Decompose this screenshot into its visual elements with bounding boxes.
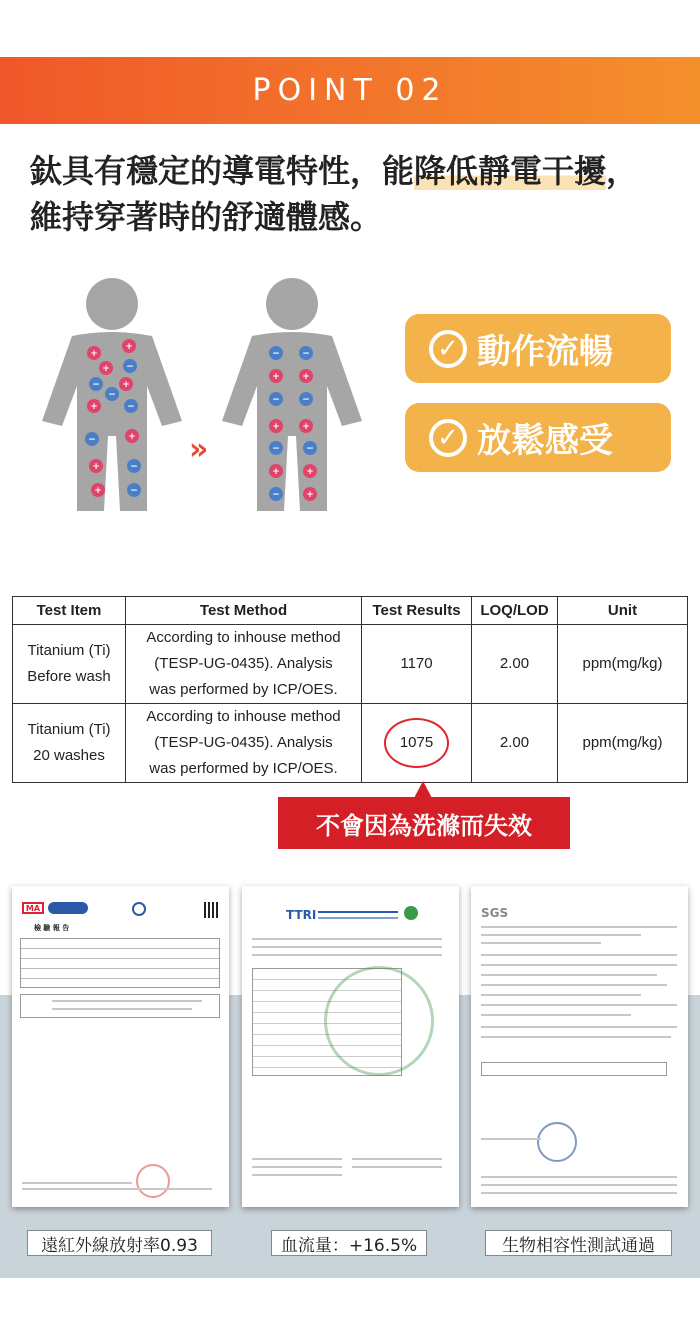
headline	[30, 148, 690, 240]
point-label: POINT 02	[252, 73, 448, 108]
badge-label: 動作流暢	[477, 332, 613, 372]
point-banner	[0, 57, 700, 124]
col-unit: Unit	[558, 597, 688, 625]
col-loq-lod: LOQ/LOD	[472, 597, 558, 625]
caption-blood-flow: 血流量：+16.5%	[271, 1230, 427, 1256]
body-figure-before	[42, 276, 182, 516]
ttri-logo: TTRI	[286, 908, 317, 922]
headline-highlight: 降低靜電干擾	[414, 152, 607, 190]
test-item-cell	[13, 704, 126, 783]
col-test-method: Test Method	[126, 597, 362, 625]
svg-text:−: −	[88, 435, 96, 445]
svg-text:−: −	[130, 462, 138, 472]
doc-table	[20, 938, 220, 988]
method-line: was performed by ICP/OES.	[149, 681, 338, 698]
item-condition: 20 washes	[33, 747, 105, 764]
certificate-far-infrared	[12, 886, 229, 1207]
method-line: (TESP-UG-0435). Analysis	[154, 734, 333, 751]
sgs-logo: SGS	[481, 906, 509, 920]
table-row	[13, 704, 688, 783]
item-name: Titanium (Ti)	[27, 721, 111, 738]
svg-text:−: −	[272, 395, 280, 405]
svg-text:−: −	[272, 349, 280, 359]
green-logo	[404, 906, 418, 920]
caption-biocompatibility: 生物相容性測試通過	[485, 1230, 672, 1256]
doc-title: 檢 驗 報 告	[34, 924, 70, 932]
unit-cell: ppm(mg/kg)	[558, 704, 688, 783]
table-header-row	[13, 597, 688, 625]
test-method-cell	[126, 625, 362, 704]
svg-text:+: +	[90, 402, 98, 412]
svg-text:+: +	[92, 462, 100, 472]
svg-text:+: +	[306, 467, 314, 477]
sgs-stamp	[537, 1122, 577, 1162]
svg-text:+: +	[272, 422, 280, 432]
result-cell: 1170	[362, 625, 472, 704]
ma-logo: MA	[22, 902, 44, 914]
headline-part2: ，	[606, 152, 639, 190]
loq-cell: 2.00	[472, 704, 558, 783]
highlighted-result: 1075	[384, 718, 449, 768]
badge-smooth-motion	[405, 314, 671, 383]
svg-text:+: +	[272, 372, 280, 382]
col-test-item: Test Item	[13, 597, 126, 625]
official-stamp	[136, 1164, 170, 1198]
method-line: was performed by ICP/OES.	[149, 760, 338, 777]
caption-far-infrared: 遠紅外線放射率0.93	[27, 1230, 212, 1256]
svg-text:−: −	[127, 402, 135, 412]
summary-box	[481, 1062, 667, 1076]
test-results-table	[12, 596, 688, 783]
svg-text:−: −	[126, 362, 134, 372]
method-line: According to inhouse method	[146, 708, 341, 725]
item-name: Titanium (Ti)	[27, 642, 111, 659]
svg-text:−: −	[272, 444, 280, 454]
svg-text:−: −	[302, 349, 310, 359]
doc-notes	[20, 994, 220, 1018]
method-line: According to inhouse method	[146, 629, 341, 646]
col-test-results: Test Results	[362, 597, 472, 625]
watermark-seal	[324, 966, 434, 1076]
svg-text:−: −	[306, 444, 314, 454]
unit-cell: ppm(mg/kg)	[558, 625, 688, 704]
table-row	[13, 625, 688, 704]
callout-pointer	[414, 781, 432, 798]
test-method-cell	[126, 704, 362, 783]
svg-text:+: +	[122, 380, 130, 390]
svg-text:+: +	[94, 486, 102, 496]
svg-text:+: +	[102, 364, 110, 374]
item-condition: Before wash	[27, 668, 111, 685]
svg-text:+: +	[302, 372, 310, 382]
certificate-blood-flow	[242, 886, 459, 1207]
certificate-biocompatibility	[471, 886, 688, 1207]
svg-text:+: +	[272, 467, 280, 477]
svg-text:−: −	[302, 395, 310, 405]
check-icon: ✓	[429, 419, 467, 457]
svg-text:−: −	[92, 380, 100, 390]
svg-text:+: +	[125, 342, 133, 352]
svg-text:−: −	[130, 486, 138, 496]
qr-code-icon	[204, 902, 220, 918]
badge-label: 放鬆感受	[477, 421, 613, 461]
method-line: (TESP-UG-0435). Analysis	[154, 655, 333, 672]
svg-text:−: −	[108, 390, 116, 400]
result-cell	[362, 704, 472, 783]
badge-relaxation	[405, 403, 671, 472]
svg-text:+: +	[128, 432, 136, 442]
callout-not-washed-out: 不會因為洗滌而失效	[278, 797, 570, 849]
test-item-cell	[13, 625, 126, 704]
svg-text:+: +	[90, 349, 98, 359]
cnas-logo	[48, 902, 88, 914]
body-figure-after	[222, 276, 362, 516]
arrow-icon: »	[189, 432, 209, 467]
check-icon: ✓	[429, 330, 467, 368]
loq-cell: 2.00	[472, 625, 558, 704]
headline-part1: 鈦具有穩定的導電特性，能	[30, 152, 415, 190]
svg-text:+: +	[302, 422, 310, 432]
svg-text:−: −	[272, 490, 280, 500]
headline-line2: 維持穿著時的舒適體感。	[30, 198, 383, 236]
svg-text:+: +	[306, 490, 314, 500]
org-logo	[132, 902, 146, 916]
